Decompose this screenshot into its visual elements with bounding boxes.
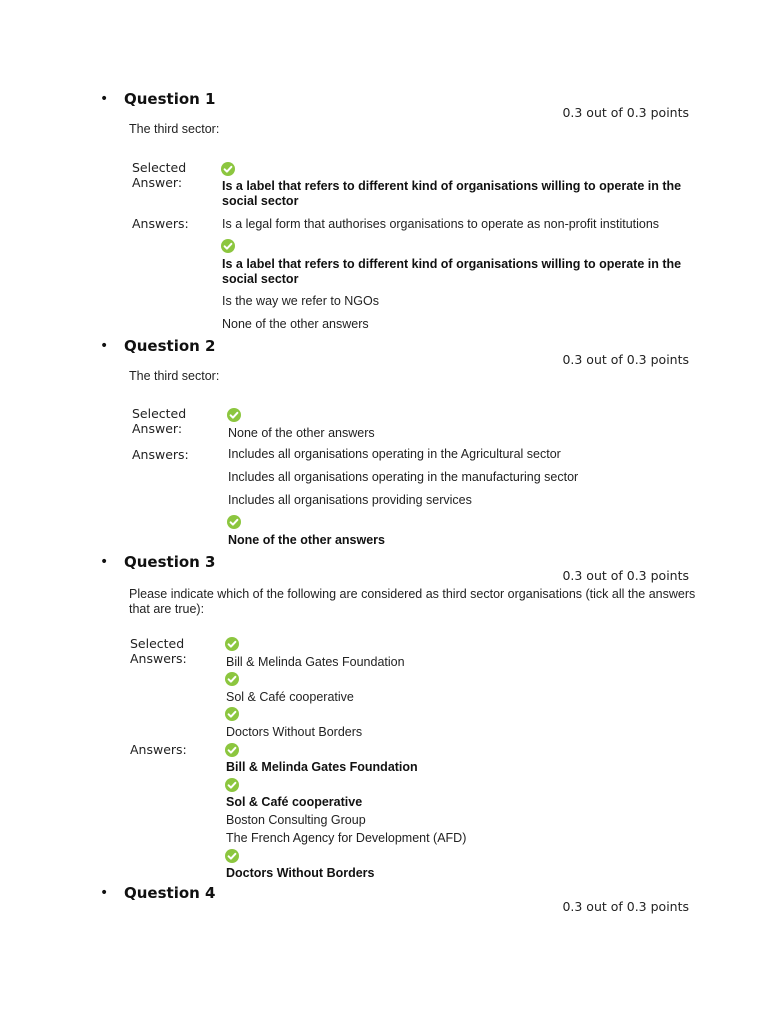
- check-circle-icon: [225, 707, 239, 721]
- question-points: 0.3 out of 0.3 points: [562, 352, 689, 367]
- question-points: 0.3 out of 0.3 points: [562, 899, 689, 914]
- answer-option-correct: Is a label that refers to different kind of organisations willing to operate in the social sector: [222, 257, 682, 286]
- selected-answer-text: Sol & Café cooperative: [226, 690, 354, 704]
- answers-label: Answers:: [132, 447, 189, 462]
- check-circle-icon: [227, 515, 241, 529]
- answer-option: None of the other answers: [222, 317, 369, 331]
- check-circle-icon: [225, 743, 239, 757]
- selected-answer-label: Selected Answer:: [132, 406, 187, 436]
- question-points: 0.3 out of 0.3 points: [562, 105, 689, 120]
- question-title: Question 1: [124, 90, 216, 108]
- check-circle-icon: [225, 637, 239, 651]
- question-title: Question 2: [124, 337, 216, 355]
- question-prompt: Please indicate which of the following are considered as third sector organisations (tick all the answers that are true):: [129, 587, 696, 616]
- check-circle-icon: [225, 672, 239, 686]
- answer-option-correct: Sol & Café cooperative: [226, 795, 363, 809]
- selected-answer-text: Bill & Melinda Gates Foundation: [226, 655, 405, 669]
- selected-answers-label: Selected Answers:: [130, 636, 187, 666]
- answer-option-correct: None of the other answers: [228, 533, 385, 547]
- answer-option: Includes all organisations providing services: [228, 493, 472, 507]
- check-circle-icon: [225, 778, 239, 792]
- bullet-dot: •: [100, 885, 109, 901]
- selected-answer-label: Selected Answer:: [132, 160, 187, 190]
- check-circle-icon: [221, 162, 235, 176]
- selected-answer-text: Doctors Without Borders: [226, 725, 363, 739]
- selected-answer-text: None of the other answers: [228, 426, 375, 440]
- question-title: Question 4: [124, 884, 216, 902]
- question-points: 0.3 out of 0.3 points: [562, 568, 689, 583]
- question-prompt: The third sector:: [129, 369, 220, 383]
- check-circle-icon: [225, 849, 239, 863]
- answer-option: Includes all organisations operating in the manufacturing sector: [228, 470, 579, 484]
- answers-label: Answers:: [132, 216, 189, 231]
- answer-option: Includes all organisations operating in the Agricultural sector: [228, 447, 561, 461]
- answer-option: The French Agency for Development (AFD): [226, 831, 467, 845]
- check-circle-icon: [221, 239, 235, 253]
- answer-option: Is a legal form that authorises organisations to operate as non-profit institutions: [222, 217, 660, 231]
- question-prompt: The third sector:: [129, 122, 220, 136]
- check-circle-icon: [227, 408, 241, 422]
- question-title: Question 3: [124, 553, 216, 571]
- selected-answer-text: Is a label that refers to different kind of organisations willing to operate in the social sector: [222, 179, 682, 208]
- bullet-dot: •: [100, 91, 109, 107]
- bullet-dot: •: [100, 554, 109, 570]
- bullet-dot: •: [100, 338, 109, 354]
- answer-option: Is the way we refer to NGOs: [222, 294, 379, 308]
- answers-label: Answers:: [130, 742, 187, 757]
- answer-option: Boston Consulting Group: [226, 813, 366, 827]
- answer-option-correct: Bill & Melinda Gates Foundation: [226, 760, 418, 774]
- answer-option-correct: Doctors Without Borders: [226, 866, 375, 880]
